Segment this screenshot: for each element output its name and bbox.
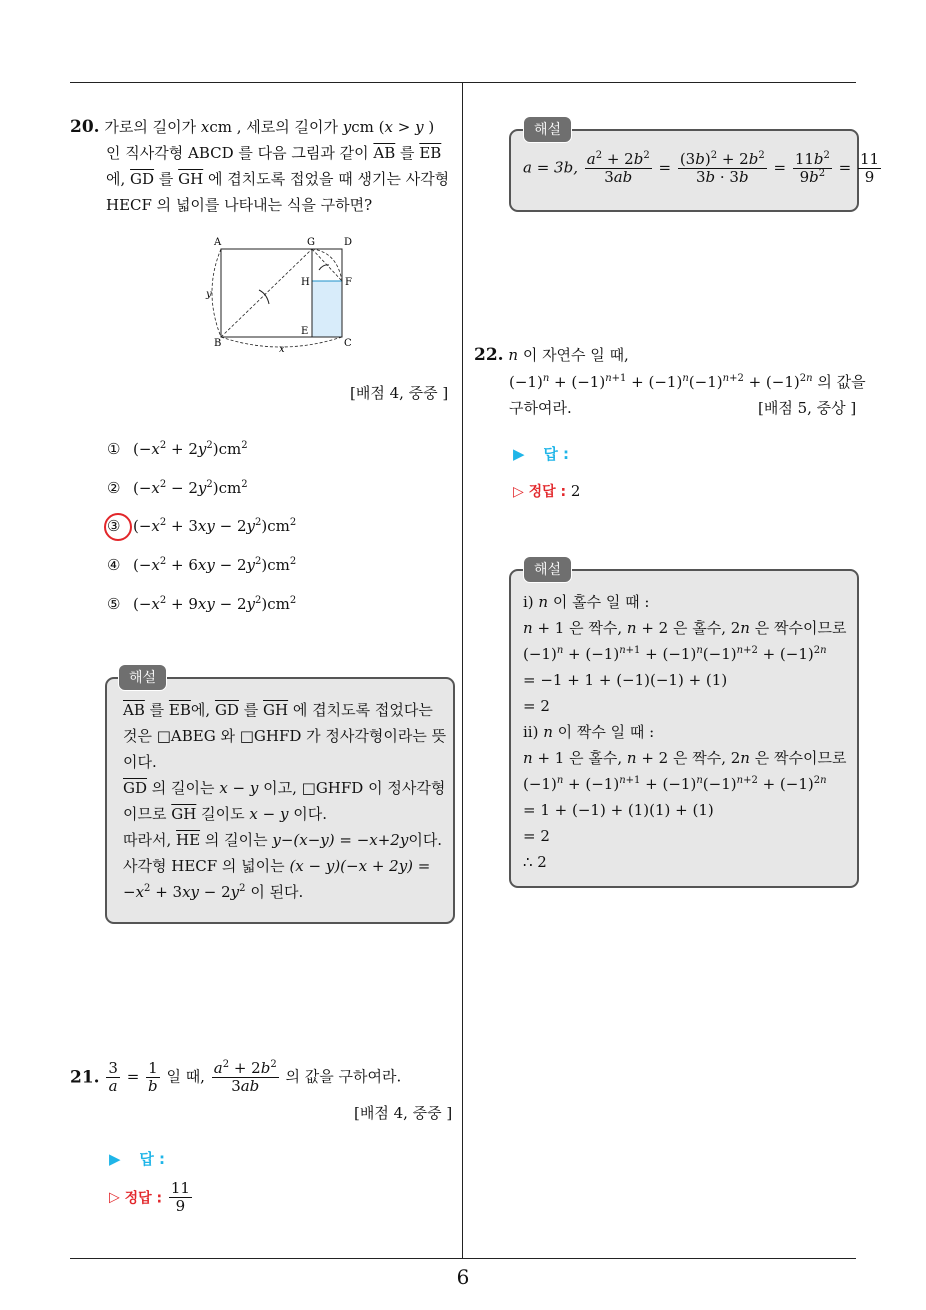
answer-arrow-icon: ▶ [109, 1150, 121, 1168]
question-number: 21. [70, 1067, 100, 1088]
label-f: F [345, 277, 352, 288]
choice-5[interactable]: ⑤ $(-x^2 + 9xy - 2y^2)cm^2$ [107, 595, 297, 613]
explanation-tag: 해설 [118, 664, 167, 691]
correct-arrow-icon: ▷ [109, 1189, 120, 1206]
explanation-tag: 해설 [523, 116, 572, 143]
top-rule [70, 82, 856, 83]
label-a: A [214, 237, 222, 248]
rectangle-fold-figure [195, 232, 365, 354]
choice-3[interactable]: ③ $(-x^2 + 3xy - 2y^2)cm^2$ [107, 517, 297, 535]
label-e: E [301, 326, 309, 337]
answer-input-row[interactable]: ▶ 답 : [513, 445, 570, 463]
choice-2[interactable]: ② $(-x^2 - 2y^2)cm^2$ [107, 479, 248, 497]
label-c: C [344, 338, 352, 349]
question-number: 20. [70, 117, 100, 137]
explanation-box-21: a = 3b, $\frac{a^2 + 2b^2}{3ab}$ = $\frac{(3b)^2 + 2b^2}{3b \cdot 3b}$ = $\frac{11b^2}{9b^2}$ = $\frac{11}{9}$ [509, 129, 859, 212]
answer-arrow-icon: ▶ [513, 445, 525, 463]
question-number: 22. [474, 345, 504, 365]
fraction-expression: $\frac{a^2 + 2b^2}{3ab}$ [213, 1059, 277, 1095]
arc-left [212, 249, 221, 337]
label-g: G [307, 237, 315, 248]
answer-input-row[interactable]: ▶ 답 : [109, 1150, 166, 1168]
correct-answer-row: ▷ 정답 : 2 [513, 482, 581, 500]
explanation-tag: 해설 [523, 556, 572, 583]
choice-1[interactable]: ① $(-x^2 + 2y^2)cm^2$ [107, 440, 248, 458]
label-x: x [279, 344, 285, 354]
score: [배점 4, 중중 ] [354, 1104, 453, 1122]
label-b: B [214, 338, 222, 349]
explanation-box-22: i) n 이 홀수 일 때 : n + 1 은 짝수, n + 2 은 홀수, 2n 은 짝수이므로 $(-1)^n + (-1)^{n+1} + (-1)^n(-1)^{n+2} + (-1)^{2n}$ = −1 + 1 + (−1)(−1) + (1) = 2 ii) n 이 짝수 일 때 : n + 1 은 홀수, n + 2 은 짝수, 2n 은 짝수이므로 $(-1)^n + (-1)^{n+1} + (-1)^n(-1)^{n+2} + (-1)^{2n}$ = 1 + (−1) + (1)(1) + (1) = 2 ∴ 2 [509, 569, 859, 888]
label-y: y [206, 289, 212, 300]
explanation-box-20: $\overline{AB}$ 를 $\overline{EB}$에, $\overline{GD}$ 를 $\overline{GH}$ 에 겹치도록 접었다는 것은 □ABEG 와 □GHFD 가 정사각형이라는 뜻 이다. $\overline{GD}$ 의 길이는 x − y 이고, □GHFD 이 정사각형 이므로 $\overline{GH}$ 길이도 x − y 이다. 따라서, $\overline{HE}$ 의 길이는 y−(x−y) = −x+2y이다. 사각형 HECF 의 넓이는 (x − y)(−x + 2y) = $-x^2 + 3xy - 2y^2$ 이 된다. [105, 677, 455, 924]
angle-mark-1 [259, 290, 269, 304]
fold-line-bg [221, 249, 312, 337]
label-h: H [301, 277, 310, 288]
label-d: D [344, 237, 353, 248]
choice-4[interactable]: ④ $(-x^2 + 6xy - 2y^2)cm^2$ [107, 556, 297, 574]
bottom-rule [70, 1258, 856, 1259]
correct-arrow-icon: ▷ [513, 484, 524, 500]
score: [배점 5, 중상 ] [758, 399, 857, 417]
correct-answer-row: ▷ 정답 : $\frac{11}{9}$ [109, 1179, 190, 1215]
square-hecf [312, 281, 342, 337]
page-number: 6 [456, 1265, 470, 1289]
fraction-3-over-a: $\frac{3}{a}$ [108, 1059, 118, 1095]
score: [배점 4, 중중 ] [350, 384, 449, 402]
fraction-1-over-b: $\frac{1}{b}$ [148, 1059, 158, 1095]
column-divider [462, 82, 463, 1258]
